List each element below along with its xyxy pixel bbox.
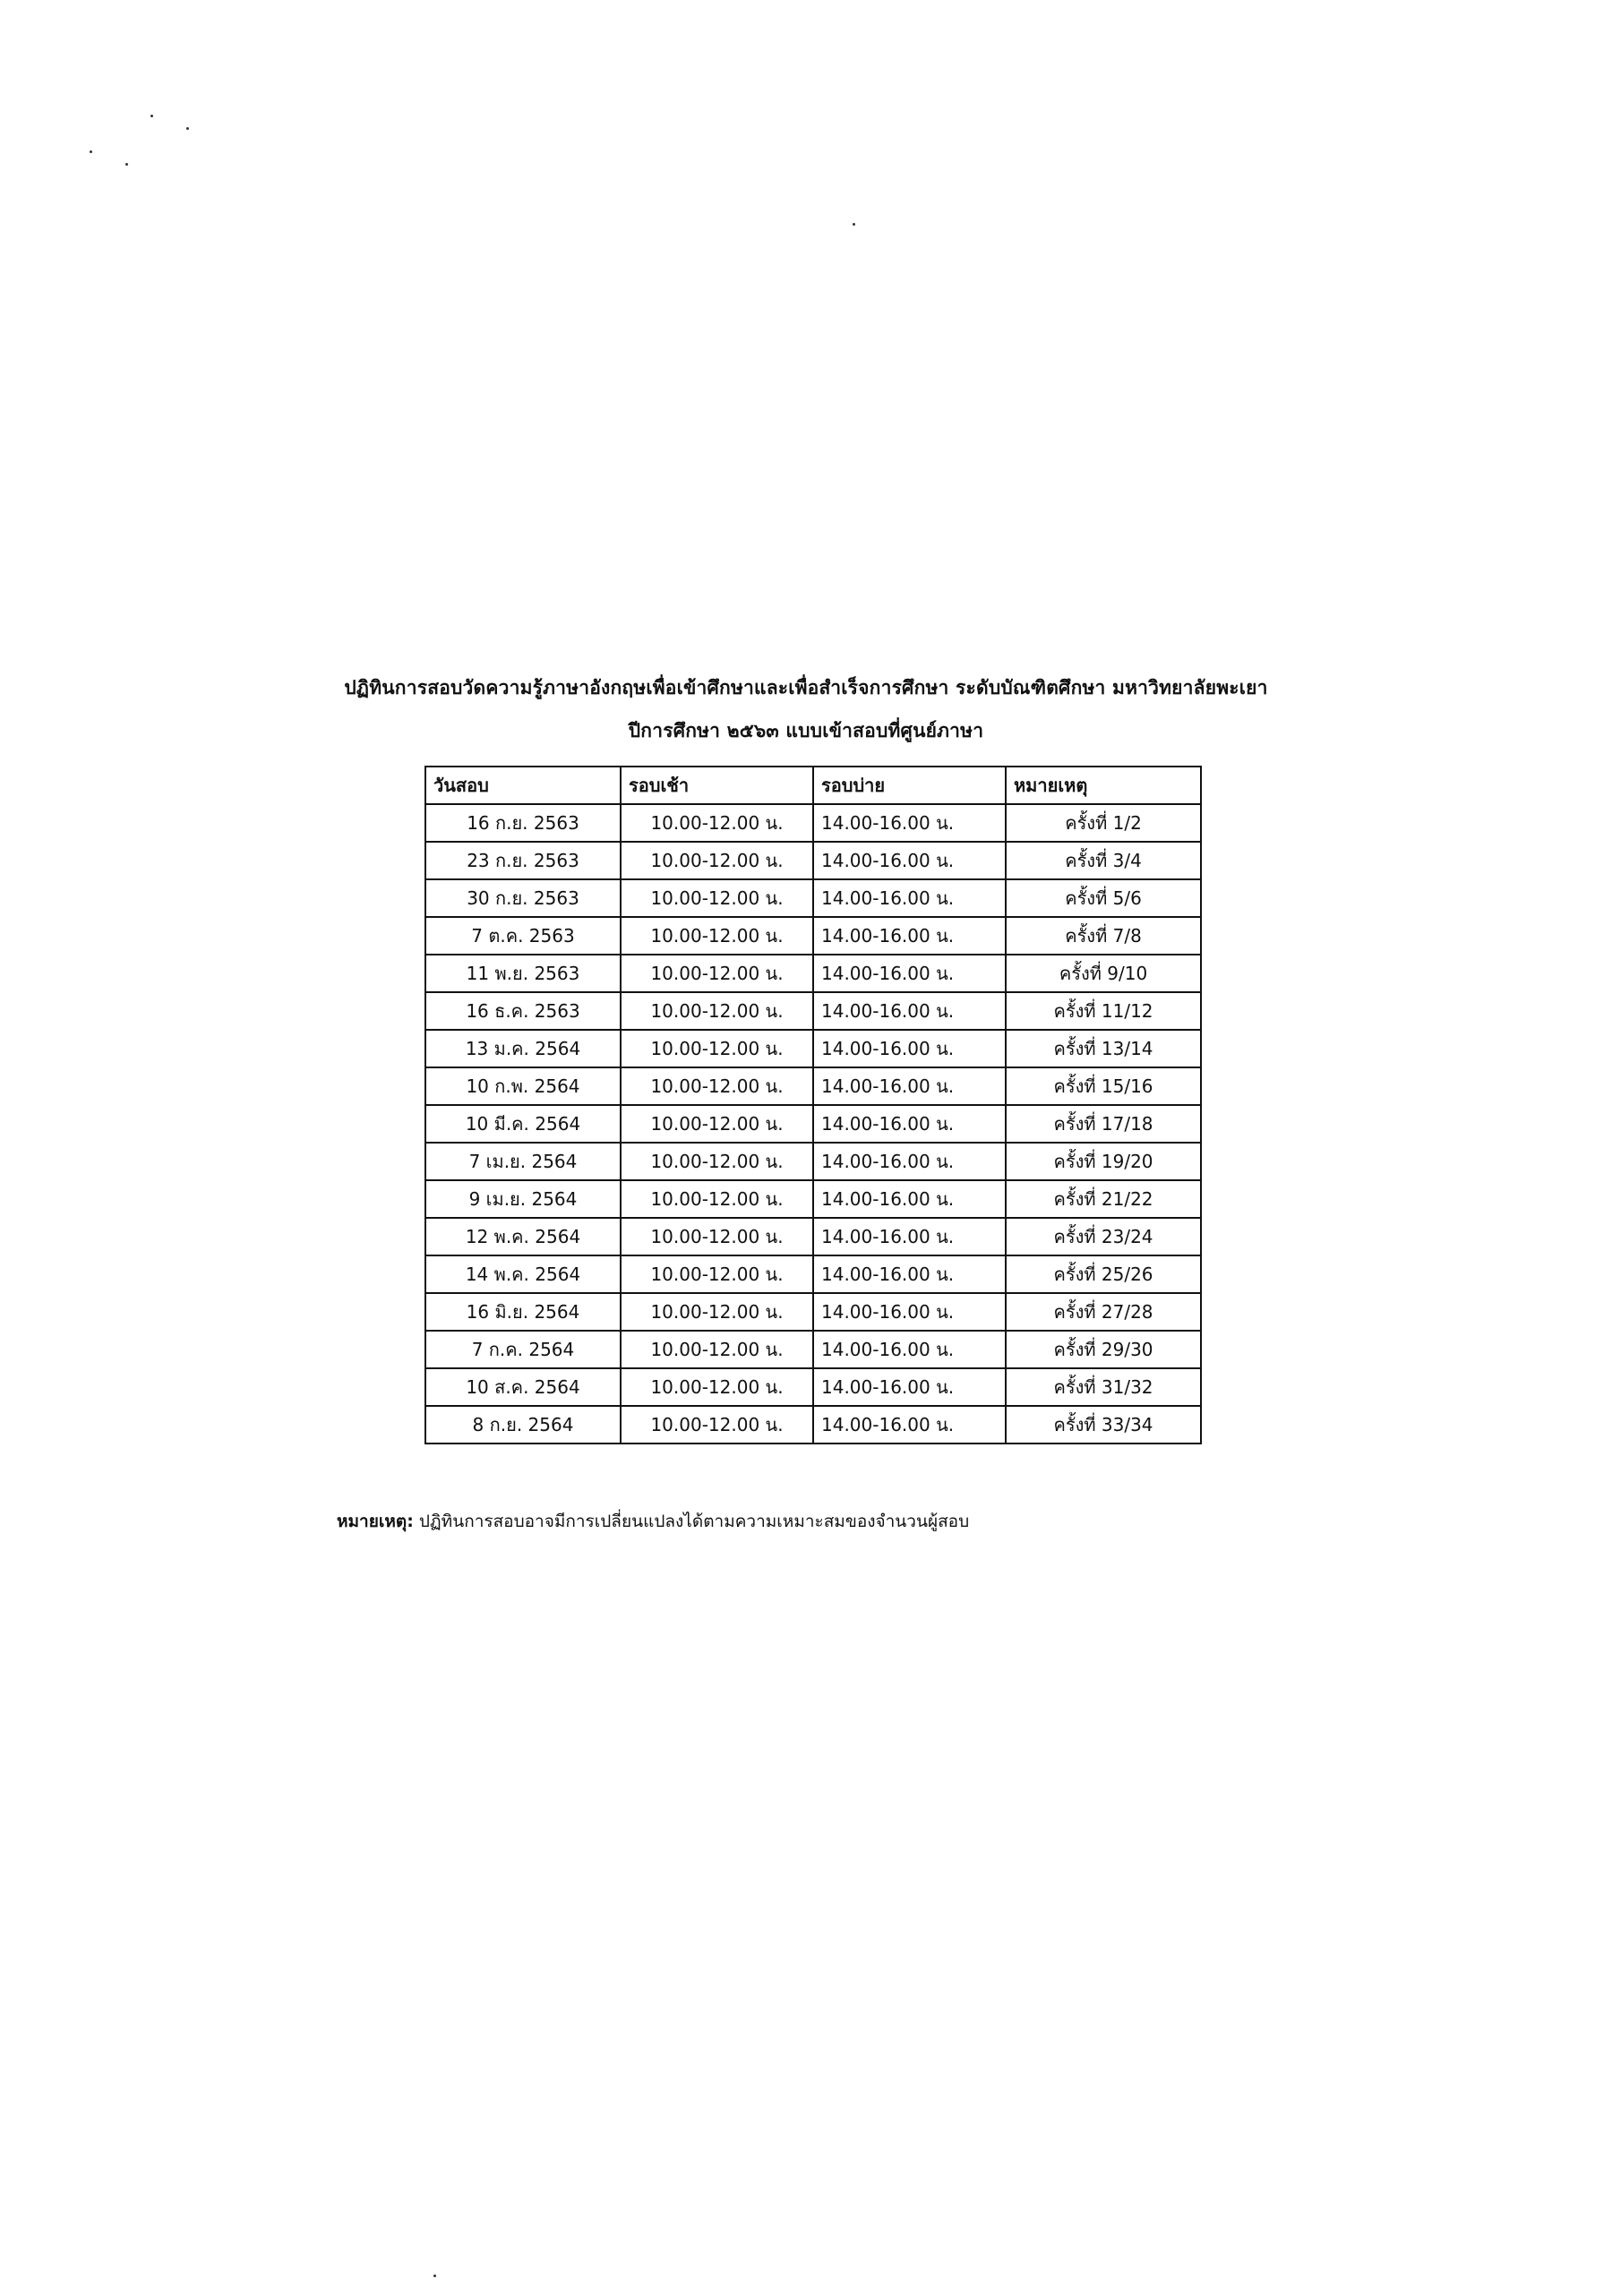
exam-date-cell: 11 พ.ย. 2563	[425, 955, 621, 992]
afternoon-session-cell: 14.00-16.00 น.	[813, 1143, 1006, 1180]
page-subtitle: ปีการศึกษา ๒๕๖๓ แบบเข้าสอบที่ศูนย์ภาษา	[628, 720, 984, 741]
afternoon-session-cell: 14.00-16.00 น.	[813, 1105, 1006, 1143]
table-row	[425, 992, 1201, 1030]
scan-speck	[433, 2275, 436, 2277]
scan-speck	[90, 150, 92, 153]
remark-cell: ครั้งที่ 9/10	[1006, 955, 1201, 992]
remark-cell: ครั้งที่ 5/6	[1006, 879, 1201, 917]
remark-cell: ครั้งที่ 7/8	[1006, 917, 1201, 955]
remark-cell: ครั้งที่ 31/32	[1006, 1368, 1201, 1406]
table-row	[425, 1067, 1201, 1105]
table-row	[425, 1255, 1201, 1293]
exam-date-cell: 13 ม.ค. 2564	[425, 1030, 621, 1067]
morning-session-cell: 10.00-12.00 น.	[621, 1331, 813, 1368]
footnote	[337, 1508, 969, 1535]
afternoon-session-cell: 14.00-16.00 น.	[813, 1180, 1006, 1218]
morning-session-cell: 10.00-12.00 น.	[621, 917, 813, 955]
scan-speck	[150, 115, 153, 117]
scan-speck	[186, 127, 189, 130]
table-row	[425, 1406, 1201, 1444]
morning-session-cell: 10.00-12.00 น.	[621, 1105, 813, 1143]
morning-session-cell: 10.00-12.00 น.	[621, 879, 813, 917]
exam-date-cell: 16 มิ.ย. 2564	[425, 1293, 621, 1331]
morning-session-cell: 10.00-12.00 น.	[621, 1255, 813, 1293]
remark-cell: ครั้งที่ 25/26	[1006, 1255, 1201, 1293]
morning-session-cell: 10.00-12.00 น.	[621, 1293, 813, 1331]
morning-session-cell: 10.00-12.00 น.	[621, 1218, 813, 1255]
remark-cell: ครั้งที่ 29/30	[1006, 1331, 1201, 1368]
afternoon-session-cell: 14.00-16.00 น.	[813, 917, 1006, 955]
afternoon-session-cell: 14.00-16.00 น.	[813, 1067, 1006, 1105]
remark-cell: ครั้งที่ 1/2	[1006, 804, 1201, 842]
table-row	[425, 879, 1201, 917]
table-row	[425, 1143, 1201, 1180]
afternoon-session-cell: 14.00-16.00 น.	[813, 992, 1006, 1030]
afternoon-session-cell: 14.00-16.00 น.	[813, 1030, 1006, 1067]
afternoon-session-cell: 14.00-16.00 น.	[813, 1293, 1006, 1331]
afternoon-session-cell: 14.00-16.00 น.	[813, 1255, 1006, 1293]
table-row	[425, 955, 1201, 992]
exam-schedule-table	[424, 766, 1202, 1444]
remark-cell: ครั้งที่ 11/12	[1006, 992, 1201, 1030]
table-row	[425, 1105, 1201, 1143]
footnote-label: หมายเหตุ:	[337, 1512, 414, 1531]
remark-cell: ครั้งที่ 19/20	[1006, 1143, 1201, 1180]
morning-session-cell: 10.00-12.00 น.	[621, 1180, 813, 1218]
exam-date-cell: 16 ก.ย. 2563	[425, 804, 621, 842]
scan-speck	[125, 163, 128, 166]
morning-session-cell: 10.00-12.00 น.	[621, 842, 813, 879]
exam-date-cell: 23 ก.ย. 2563	[425, 842, 621, 879]
table-row	[425, 1218, 1201, 1255]
table-body	[425, 804, 1201, 1444]
table-row	[425, 1331, 1201, 1368]
exam-date-cell: 10 มี.ค. 2564	[425, 1105, 621, 1143]
footnote-text: ปฏิทินการสอบอาจมีการเปลี่ยนแปลงได้ตามความเหมาะสมของจำนวนผู้สอบ	[418, 1512, 970, 1531]
column-header-afternoon-session: รอบบ่าย	[813, 767, 1006, 804]
scan-speck	[853, 223, 855, 226]
table-row	[425, 842, 1201, 879]
afternoon-session-cell: 14.00-16.00 น.	[813, 1368, 1006, 1406]
exam-date-cell: 7 เม.ย. 2564	[425, 1143, 621, 1180]
remark-cell: ครั้งที่ 23/24	[1006, 1218, 1201, 1255]
afternoon-session-cell: 14.00-16.00 น.	[813, 1218, 1006, 1255]
remark-cell: ครั้งที่ 17/18	[1006, 1105, 1201, 1143]
exam-date-cell: 9 เม.ย. 2564	[425, 1180, 621, 1218]
exam-date-cell: 8 ก.ย. 2564	[425, 1406, 621, 1444]
table-row	[425, 804, 1201, 842]
afternoon-session-cell: 14.00-16.00 น.	[813, 842, 1006, 879]
morning-session-cell: 10.00-12.00 น.	[621, 955, 813, 992]
remark-cell: ครั้งที่ 15/16	[1006, 1067, 1201, 1105]
column-header-remark: หมายเหตุ	[1006, 767, 1201, 804]
morning-session-cell: 10.00-12.00 น.	[621, 1406, 813, 1444]
afternoon-session-cell: 14.00-16.00 น.	[813, 1331, 1006, 1368]
exam-date-cell: 12 พ.ค. 2564	[425, 1218, 621, 1255]
morning-session-cell: 10.00-12.00 น.	[621, 804, 813, 842]
afternoon-session-cell: 14.00-16.00 น.	[813, 879, 1006, 917]
morning-session-cell: 10.00-12.00 น.	[621, 1067, 813, 1105]
morning-session-cell: 10.00-12.00 น.	[621, 992, 813, 1030]
page-title: ปฏิทินการสอบวัดความรู้ภาษาอังกฤษเพื่อเข้าศึกษาและเพื่อสำเร็จการศึกษา ระดับบัณฑิตศึกษา มหาวิทยาลัยพะเยา	[344, 677, 1268, 698]
remark-cell: ครั้งที่ 3/4	[1006, 842, 1201, 879]
exam-date-cell: 10 ก.พ. 2564	[425, 1067, 621, 1105]
exam-date-cell: 16 ธ.ค. 2563	[425, 992, 621, 1030]
table-row	[425, 917, 1201, 955]
table-row	[425, 1030, 1201, 1067]
afternoon-session-cell: 14.00-16.00 น.	[813, 1406, 1006, 1444]
exam-date-cell: 14 พ.ค. 2564	[425, 1255, 621, 1293]
exam-date-cell: 7 ต.ค. 2563	[425, 917, 621, 955]
exam-date-cell: 7 ก.ค. 2564	[425, 1331, 621, 1368]
remark-cell: ครั้งที่ 13/14	[1006, 1030, 1201, 1067]
remark-cell: ครั้งที่ 33/34	[1006, 1406, 1201, 1444]
exam-date-cell: 30 ก.ย. 2563	[425, 879, 621, 917]
exam-date-cell: 10 ส.ค. 2564	[425, 1368, 621, 1406]
morning-session-cell: 10.00-12.00 น.	[621, 1368, 813, 1406]
remark-cell: ครั้งที่ 27/28	[1006, 1293, 1201, 1331]
table-row	[425, 1293, 1201, 1331]
table-row	[425, 1180, 1201, 1218]
column-header-morning-session: รอบเช้า	[621, 767, 813, 804]
table-header-row	[425, 767, 1201, 804]
morning-session-cell: 10.00-12.00 น.	[621, 1143, 813, 1180]
column-header-exam-date: วันสอบ	[425, 767, 621, 804]
afternoon-session-cell: 14.00-16.00 น.	[813, 955, 1006, 992]
morning-session-cell: 10.00-12.00 น.	[621, 1030, 813, 1067]
table-row	[425, 1368, 1201, 1406]
remark-cell: ครั้งที่ 21/22	[1006, 1180, 1201, 1218]
afternoon-session-cell: 14.00-16.00 น.	[813, 804, 1006, 842]
